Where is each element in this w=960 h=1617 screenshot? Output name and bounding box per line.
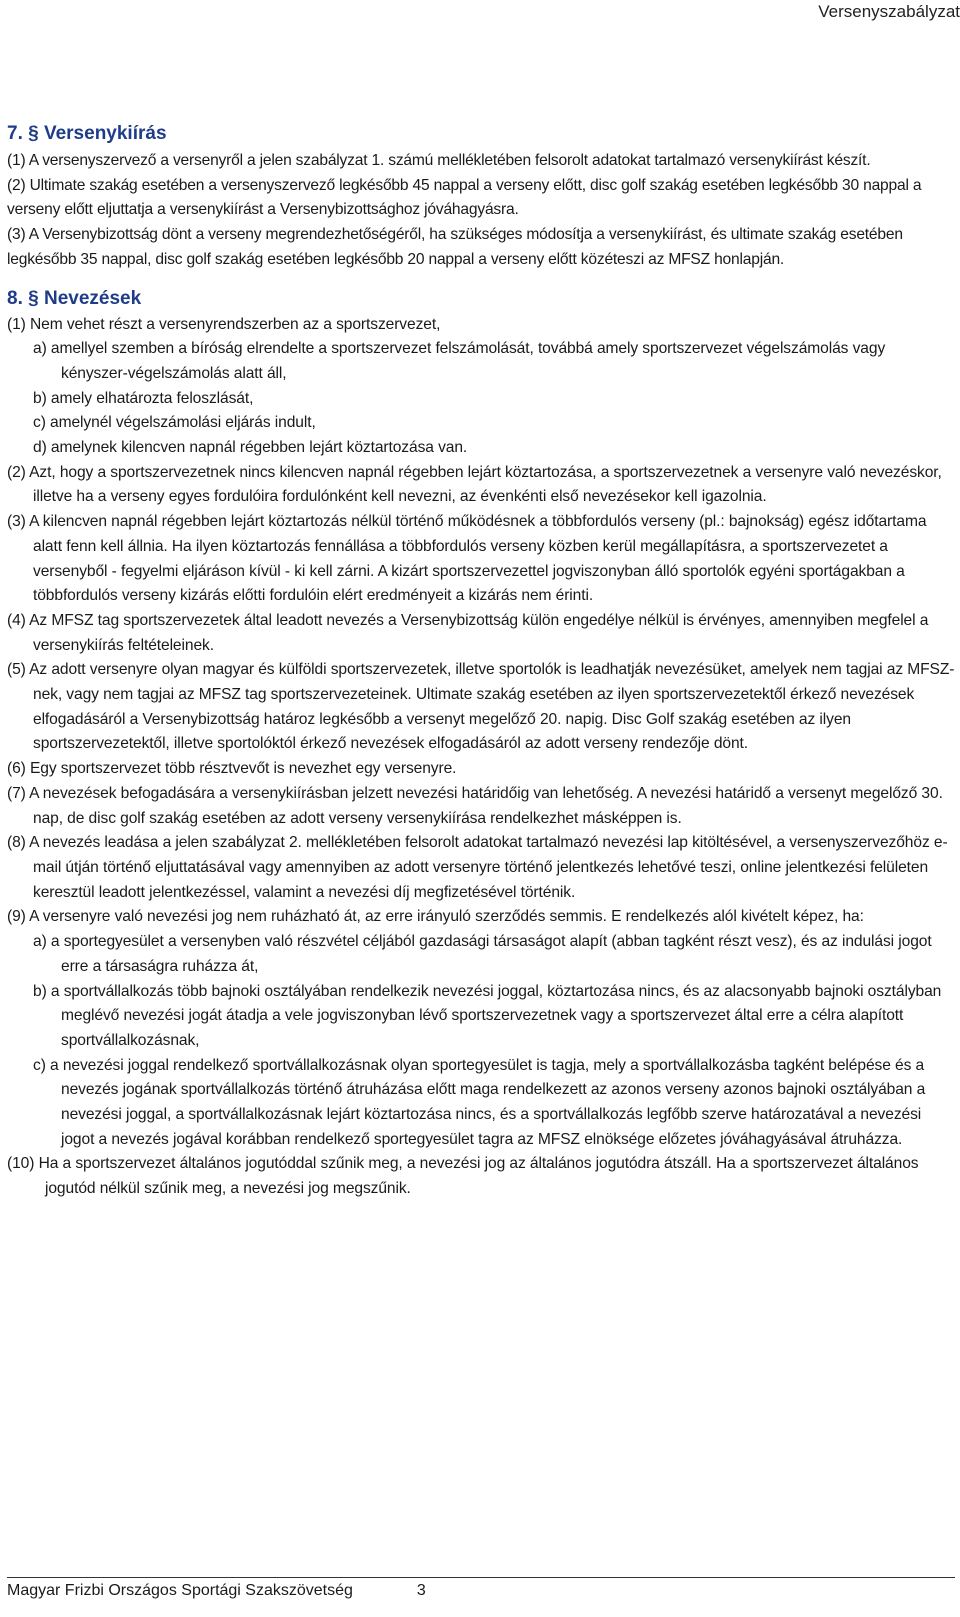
paragraph-8-8: (8) A nevezés leadása a jelen szabályzat 2. mellékletében felsorolt adatokat tartalmazó nevezési lap kitöltésével, a versenyszervezőhöz e-mail útján történő eljuttatásával vagy amennyiben az adott versenyre történő jelentkezés lehetővé teszi, online jelentkezési felületen keresztül leadott jelentkezéssel, valamint a nevezési díj megfizetésével történik. — [7, 834, 948, 901]
paragraph-8-1: (1) Nem vehet részt a versenyrendszerben az a sportszervezet, — [7, 315, 441, 333]
section-7 — [7, 122, 955, 273]
section-8-heading: 8. § Nevezések — [7, 287, 142, 309]
running-header: Versenyszabályzat — [818, 2, 960, 21]
page-number: 3 — [416, 1582, 426, 1599]
list-item-8-9-b: b) a sportvállalkozás több bajnoki osztályában rendelkezik nevezési joggal, köztartozása nincs, és az alacsonyabb bajnoki osztályban meglévő nevezési jogát átadja a vele jogviszonyban lévő sportszervezetnek vagy a sportszervezet által erre a célra alapított sportvállalkozásnak, — [33, 982, 942, 1049]
paragraph-8-6: (6) Egy sportszervezet több résztvevőt is nevezhet egy versenyre. — [7, 760, 457, 778]
footer-organization: Magyar Frizbi Országos Sportági Szakszövetség — [7, 1582, 353, 1599]
paragraph-8-4: (4) Az MFSZ tag sportszervezetek által leadott nevezés a Versenybizottság külön engedélye nélkül is érvényes, amennyiben megfelel a versenykiírás feltételeinek. — [7, 611, 929, 654]
paragraph-8-5: (5) Az adott versenyre olyan magyar és külföldi sportszervezetek, illetve sportolók is leadhatják nevezésüket, amelyek nem tagjai az MFSZ-nek, vagy nem tagjai az MFSZ tag sportszervezeteinek. Ultimate szakág esetében az ilyen sportszervezetektől érkező nevezések elfogadásáról a Versenybizottság határoz legkésőbb a versenyt megelőző 20. napig. Disc Golf szakág esetében az ilyen sportszervezetektől, illetve sportolóktól érkező nevezések elfogadásáról az adott verseny rendezője dönt. — [7, 661, 955, 753]
paragraph-8-3: (3) A kilencven napnál régebben lejárt köztartozás nélkül történő működésnek a többfordulós verseny (pl.: bajnokság) egész időtartama alatt fenn kell állnia. Ha ilyen köztartozás fennállása a többfordulós verseny közben kerül megállapításra, a sportszervezetet a versenyből - fegyelmi eljáráson kívül - ki kell zárni. A kizárt sportszervezettel jogviszonyban álló sportolók egyéni sportágakban a többfordulós verseny kizárás előtti fordulóin elért eredményeit a kizárás nem érinti. — [7, 513, 927, 605]
paragraph-7-1: (1) A versenyszervező a versenyről a jelen szabályzat 1. számú mellékletében felsorolt adatokat tartalmazó versenykiírást készít. — [7, 152, 871, 169]
list-item-8-9-c: c) a nevezési joggal rendelkező sportvállalkozásnak olyan sportegyesület is tagja, mely a sportvállalkozásba tagként belépése és a nevezés jogának sportvállalkozás történő átruházása előtt maga rendelkezett az azonos verseny azonos bajnoki osztályában a nevezési joggal, a sportvállalkozásnak lejárt köztartozása nincs, és a sportvállalkozás legfőbb szerve határozatával a nevezési jogot a nevezés jogával korábban rendelkező sportegyesület tagra az MFSZ elnöksége előzetes jóváhagyásával átruházza. — [33, 1056, 926, 1148]
section-8 — [7, 287, 955, 1202]
paragraph-7-2: (2) Ultimate szakág esetében a versenyszervező legkésőbb 45 nappal a verseny előtt, disc golf szakág esetében legkésőbb 30 nappal a verseny előtt eljuttatja a versenykiírást a Versenybizottsághoz jóváhagyásra. — [7, 176, 922, 219]
list-item-8-9-a: a) a sportegyesület a versenyben való részvétel céljából gazdasági társaságot alapít (abban tagként részt vesz), és az indulási jogot erre a társaságra ruházza át, — [33, 933, 932, 975]
paragraph-8-2: (2) Azt, hogy a sportszervezetnek nincs kilencven napnál régebben lejárt köztartozása, a sportszervezetnek a versenyre való nevezéskor, illetve ha a verseny egyes fordulóira fordulónként kell nevezni, az évenkénti első nevezésekor kell igazolnia. — [7, 463, 942, 506]
paragraph-7-3: (3) A Versenybizottság dönt a verseny megrendezhetőségéről, ha szükséges módosítja a versenykiírást, és ultimate szakág esetében legkésőbb 35 nappal, disc golf szakág esetében legkésőbb 20 nappal a verseny előtt közéteszi az MFSZ honlapján. — [7, 226, 903, 268]
list-item-8-1-a: a) amellyel szemben a bíróság elrendelte a sportszervezet felszámolását, továbbá amely sportszervezet végelszámolás vagy kényszer-végelszámolás alatt áll, — [33, 340, 886, 382]
paragraph-8-7: (7) A nevezések befogadására a versenykiírásban jelzett nevezési határidőig van lehetőség. A nevezési határidő a versenyt megelőző 30. nap, de disc golf szakág esetében az adott verseny versenykiírása rendelkezhet másképpen is. — [7, 784, 943, 827]
page-footer — [7, 1582, 426, 1600]
paragraph-8-10: (10) Ha a sportszervezet általános jogutóddal szűnik meg, a nevezési jog az általános jogutódra átszáll. Ha a sportszervezet általános jogutód nélkül szűnik meg, a nevezési jog megszűnik. — [7, 1155, 919, 1198]
document-body — [7, 122, 955, 1202]
footer-divider — [7, 1577, 955, 1578]
section-7-heading: 7. § Versenykiírás — [7, 123, 167, 144]
list-item-8-1-b: b) amely elhatározta feloszlását, — [33, 389, 254, 407]
list-item-8-1-c: c) amelynél végelszámolási eljárás indult, — [33, 414, 316, 432]
paragraph-8-9: (9) A versenyre való nevezési jog nem ruházható át, az erre irányuló szerződés semmis. E rendelkezés alól kivételt képez, ha: — [7, 908, 864, 926]
list-item-8-1-d: d) amelynek kilencven napnál régebben lejárt köztartozása van. — [33, 439, 468, 457]
